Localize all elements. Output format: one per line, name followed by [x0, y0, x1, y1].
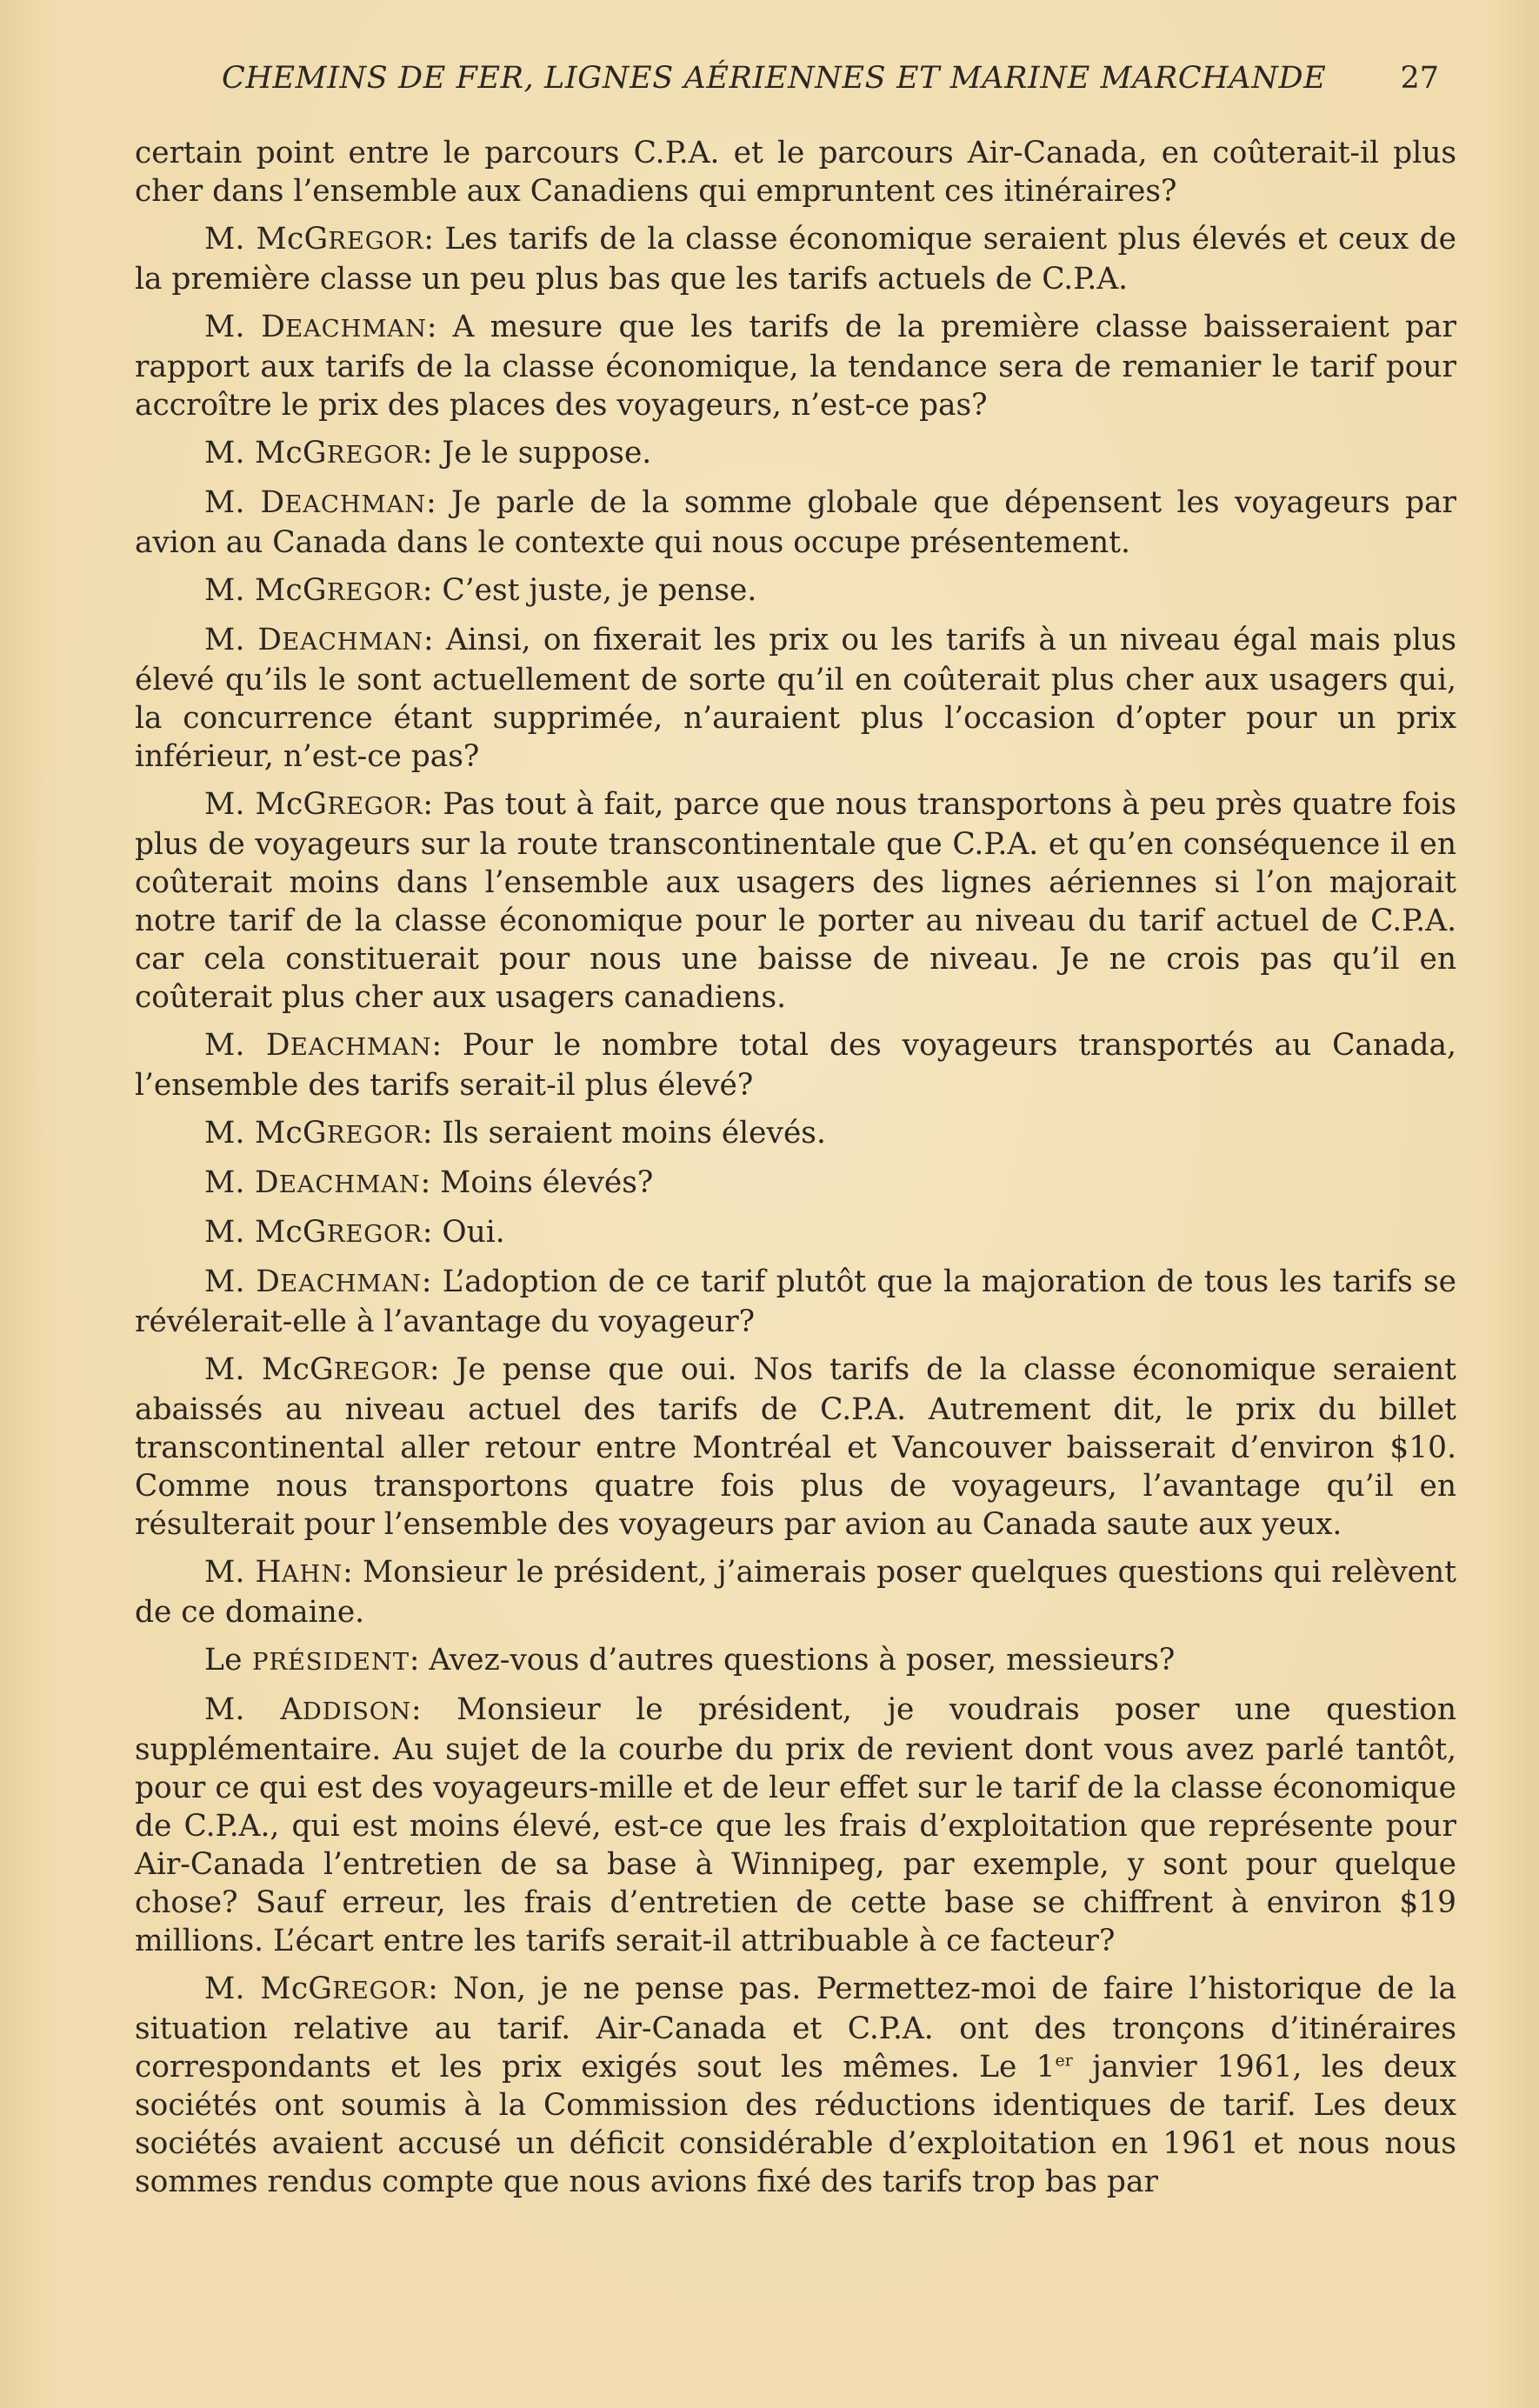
paragraph	[135, 220, 1456, 298]
paragraph	[135, 571, 1456, 611]
paragraph	[135, 1263, 1456, 1341]
paragraph	[135, 1691, 1456, 1960]
speaker-name: M. McGREGOR	[204, 1971, 429, 2006]
paragraph-text: : Monsieur le président, je voudrais poser une question supplémentaire. Au sujet de la courbe du prix de revient dont vous avez parlé tantôt, pour ce qui est des voyageurs-mille et de leur effet sur le tarif de la classe économique de C.P.A., qui est moins élevé, est-ce que les frais d’exploitation que représente pour Air-Canada l’entretien de sa base à Winnipeg, par exemple, y sont pour quelque chose? Sauf erreur, les frais d’entretien de cette base se chiffrent à environ $19 millions. L’écart entre les tarifs serait-il attribuable à ce facteur?	[135, 1692, 1456, 1958]
body-text	[135, 134, 1456, 2211]
speaker-name: M. McGREGOR	[204, 222, 424, 257]
paragraph-text: : C’est juste, je pense.	[422, 573, 757, 608]
paragraph-text: : Pour le nombre total des voyageurs transportés au Canada, l’ensemble des tarifs serait-il plus élevé?	[135, 1028, 1456, 1103]
speaker-name: M. McGREGOR	[204, 436, 423, 470]
paragraph	[135, 1114, 1456, 1154]
speaker-name: M. McGREGOR	[204, 1215, 423, 1250]
speaker-name: M. DEACHMAN	[204, 1264, 422, 1299]
paragraph	[135, 484, 1456, 562]
speaker-name: Le PRÉSIDENT	[204, 1643, 410, 1678]
superscript: er	[1055, 2051, 1073, 2071]
speaker-name: M. HAHN	[204, 1555, 343, 1590]
speaker-name: M. McGREGOR	[204, 787, 423, 822]
speaker-name: M. ADDISON	[204, 1692, 411, 1727]
paragraph-text: : L’adoption de ce tarif plutôt que la majoration de tous les tarifs se révélerait-elle à l’avantage du voyageur?	[135, 1264, 1456, 1339]
paragraph	[135, 1213, 1456, 1253]
paragraph	[135, 308, 1456, 424]
running-title: CHEMINS DE FER, LIGNES AÉRIENNES ET MARINE MARCHANDE	[222, 61, 1327, 96]
paragraph	[135, 785, 1456, 1017]
paragraph-text: : Oui.	[422, 1215, 505, 1250]
paragraph	[135, 134, 1456, 210]
paragraph-text: : Je pense que oui. Nos tarifs de la classe économique seraient abaissés au niveau actuel des tarifs de C.P.A. Autrement dit, le prix du billet transcontinental aller retour entre Montréal et Vancouver baisserait d’environ $10. Comme nous transportons quatre fois plus de voyageurs, l’avantage qu’il en résulterait pour l’ensemble des voyageurs par avion au Canada saute aux yeux.	[135, 1352, 1456, 1542]
speaker-name: M. McGREGOR	[204, 1116, 423, 1151]
paragraph-text: : Les tarifs de la classe économique seraient plus élevés et ceux de la première classe un peu plus bas que les tarifs actuels de C.P.A.	[135, 222, 1456, 297]
paragraph-text: : A mesure que les tarifs de la première classe baisseraient par rapport aux tarifs de la classe économique, la tendance sera de remanier le tarif pour accroître le prix des places des voyageurs, n’est-ce pas?	[135, 310, 1456, 423]
speaker-name: M. DEACHMAN	[204, 623, 423, 657]
paragraph-text: : Monsieur le président, j’aimerais poser quelques questions qui relèvent de ce domaine.	[135, 1555, 1456, 1630]
paragraph	[135, 434, 1456, 474]
paragraph-text: : Ils seraient moins élevés.	[422, 1116, 826, 1151]
speaker-name: M. McGREGOR	[204, 573, 423, 608]
paragraph	[135, 1351, 1456, 1544]
running-head	[135, 59, 1439, 103]
paragraph-text: : Ainsi, on fixerait les prix ou les tarifs à un niveau égal mais plus élevé qu’ils le sont actuellement de sorte qu’il en coûterait plus cher aux usagers qui, la concurrence étant supprimée, n’auraient plus l’occasion d’opter pour un prix inférieur, n’est-ce pas?	[135, 623, 1456, 774]
speaker-name: M. DEACHMAN	[204, 1165, 421, 1200]
paragraph-text: janvier 1961, les deux sociétés ont soumis à la Commission des réductions identiques de tarif. Les deux sociétés avaient accusé un déficit considérable d’exploitation en 1961 et nous nous sommes rendus compte que nous avions fixé des tarifs trop bas par	[135, 2050, 1456, 2199]
paragraph-text: : Je le suppose.	[422, 436, 652, 470]
paragraph	[135, 621, 1456, 776]
paragraph-text: certain point entre le parcours C.P.A. et le parcours Air-Canada, en coûterait-il plus cher dans l’ensemble aux Canadiens qui empruntent ces itinéraires?	[135, 136, 1456, 209]
paragraph-text: : Avez-vous d’autres questions à poser, messieurs?	[409, 1643, 1176, 1678]
speaker-name: M. DEACHMAN	[204, 1028, 432, 1063]
paragraph	[135, 1970, 1456, 2201]
speaker-name: M. DEACHMAN	[204, 485, 427, 520]
paragraph	[135, 1641, 1456, 1681]
paragraph-text: : Je parle de la somme globale que dépensent les voyageurs par avion au Canada dans le contexte qui nous occupe présentement.	[135, 485, 1456, 560]
paragraph	[135, 1553, 1456, 1631]
paragraph	[135, 1164, 1456, 1204]
paragraph-text: : Pas tout à fait, parce que nous transportons à peu près quatre fois plus de voyageurs sur la route transcontinentale que C.P.A. et qu’en conséquence il en coûterait moins dans l’ensemble aux usagers des lignes aériennes si l’on majorait notre tarif de la classe économique pour le porter au niveau du tarif actuel de C.P.A. car cela constituerait pour nous une baisse de niveau. Je ne crois pas qu’il en coûterait plus cher aux usagers canadiens.	[135, 787, 1456, 1015]
paragraph-text: : Non, je ne pense pas. Permettez-moi de faire l’historique de la situation relative au tarif. Air-Canada et C.P.A. ont des tronçons d’itinéraires correspondants et les prix exigés sout les mêmes. Le 1	[135, 1971, 1456, 2084]
paragraph-text: : Moins élevés?	[420, 1165, 654, 1200]
page-number: 27	[1400, 61, 1439, 96]
speaker-name: M. McGREGOR	[204, 1352, 430, 1387]
paragraph	[135, 1026, 1456, 1104]
speaker-name: M. DEACHMAN	[204, 310, 427, 344]
